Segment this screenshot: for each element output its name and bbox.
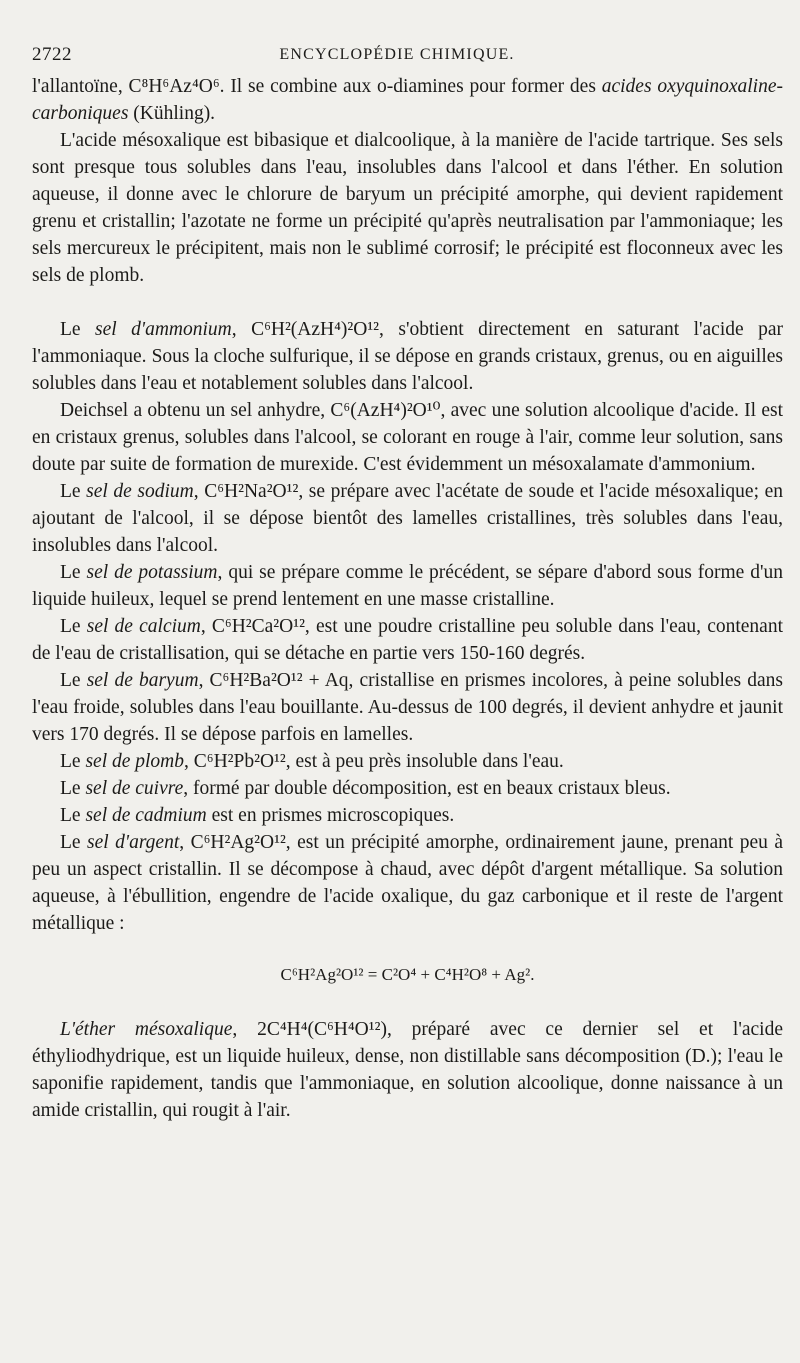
formula: C⁶H²Ba²O¹² + Aq <box>209 670 349 691</box>
paragraph-ether-mesoxalique: L'éther mésoxalique, 2C⁴H⁴(C⁶H⁴O¹²), préparé avec ce dernier sel et l'acide éthyliodhydrique, est un liquide huileux, dense, non distillable sans décomposition (D.); l'eau le saponifie rapidement, tandis que l'ammoniaque, en solution alcoolique, donne naissance à un amide cristallin, qui rougit à l'air. <box>32 1019 783 1121</box>
term: acides oxyquinoxaline-carboniques <box>32 76 783 124</box>
paragraph-allantoine: l'allantoïne, C⁸H⁶Az⁴O⁶. Il se combine aux o-diamines pour former des acides oxyquinoxaline-carboniques (Kühling). <box>32 76 783 124</box>
paragraph-sel-plomb: Le sel de plomb, C⁶H²Pb²O¹², est à peu près insoluble dans l'eau. <box>60 751 564 772</box>
paragraph-sel-baryum: Le sel de baryum, C⁶H²Ba²O¹² + Aq, cristallise en prismes incolores, à peine solubles dans l'eau froide, solubles dans l'eau bouillante. Au-dessus de 100 degrés, il devient anhydre et jaunit vers 170 degrés. Il se dépose parfois en lamelles. <box>32 670 783 745</box>
paragraph-sel-cadmium: Le sel de cadmium est en prismes microscopiques. <box>60 805 455 826</box>
paragraph-acide-mesoxalique: L'acide mésoxalique est bibasique et dialcoolique, à la manière de l'acide tartrique. Ses sels sont presque tous solubles dans l'eau, insolubles dans l'alcool et dans l'éther. En solution aqueuse, il donne avec le chlorure de baryum un précipité amorphe, qui devient rapidement grenu et cristallin; l'azotate ne forme un précipité qu'après neutralisation par l'ammoniaque; les sels mercureux le précipitent, mais non le sublimé corrosif; le précipité est floconneux avec les sels de plomb. <box>32 130 783 286</box>
formula: 2C⁴H⁴(C⁶H⁴O¹²) <box>257 1019 387 1040</box>
formula: C⁶H²Pb²O¹² <box>193 751 286 772</box>
paragraph-sel-ammonium: Le sel d'ammonium, C⁶H²(AzH⁴)²O¹², s'obtient directement en saturant l'acide par l'ammoniaque. Sous la cloche sulfurique, il se dépose en grands cristaux, grenus, ou en aiguilles solubles dans l'eau et notablement solubles dans l'alcool. <box>32 319 784 394</box>
term: L'éther mésoxalique <box>60 1019 233 1040</box>
term: sel d'argent <box>87 832 180 853</box>
term: sel de baryum <box>86 670 199 691</box>
paragraph-deichsel: Deichsel a obtenu un sel anhydre, C⁶(AzH⁴)²O¹⁰, avec une solution alcoolique d'acide. Il est en cristaux grenus, solubles dans l'alcool, se colorant en rouge à l'air, comme leur solution, sans doute par suite de formation de murexide. C'est évidemment un mésoxalamate d'ammonium. <box>32 400 783 475</box>
term: sel de calcium <box>86 616 201 637</box>
term: sel de sodium <box>86 481 194 502</box>
page-header <box>32 40 762 68</box>
paragraph-sel-calcium: Le sel de calcium, C⁶H²Ca²O¹², est une poudre cristalline peu soluble dans l'eau, contenant de l'eau de cristallisation, qui se détache en partie vers 150-160 degrés. <box>32 616 784 664</box>
paragraph-sel-potassium: Le sel de potassium, qui se prépare comme le précédent, se sépare d'abord sous forme d'un liquide huileux, lequel se prend lentement en une masse cristalline. <box>32 562 783 610</box>
term: sel de potassium <box>86 562 218 583</box>
page-number: 2722 <box>32 44 72 65</box>
term: sel de cuivre <box>85 778 184 799</box>
body-text <box>32 73 783 1124</box>
running-title: ENCYCLOPÉDIE CHIMIQUE. <box>279 46 515 63</box>
paragraph-sel-cuivre: Le sel de cuivre, formé par double décomposition, est en beaux cristaux bleus. <box>60 778 671 799</box>
term: sel de plomb <box>85 751 185 772</box>
formula: C⁸H⁶Az⁴O⁶ <box>128 76 220 97</box>
chemical-equation: C⁶H²Ag²O¹² = C²O⁴ + C⁴H²O⁸ + Ag². <box>280 965 535 984</box>
term: sel d'ammonium <box>95 319 232 340</box>
term: sel de cadmium <box>85 805 207 826</box>
formula: C⁶H²Na²O¹² <box>204 481 299 502</box>
paragraph-sel-sodium: Le sel de sodium, C⁶H²Na²O¹², se prépare avec l'acétate de soude et l'acide mésoxalique; en ajoutant de l'alcool, il se dépose bientôt des lamelles cristallines, très solubles dans l'eau, insolubles dans l'alcool. <box>32 481 783 556</box>
formula: C⁶(AzH⁴)²O¹⁰ <box>330 400 441 421</box>
formula: C⁶H²(AzH⁴)²O¹² <box>251 319 380 340</box>
formula: C⁶H²Ca²O¹² <box>211 616 305 637</box>
formula: C⁶H²Ag²O¹² <box>190 832 286 853</box>
paragraph-sel-argent: Le sel d'argent, C⁶H²Ag²O¹², est un précipité amorphe, ordinairement jaune, prenant peu à peu un aspect cristallin. Il se décompose à chaud, avec dépôt d'argent métallique. Sa solution aqueuse, à l'ébullition, engendre de l'acide oxalique, du gaz carbonique et il reste de l'argent métallique : <box>32 832 784 934</box>
